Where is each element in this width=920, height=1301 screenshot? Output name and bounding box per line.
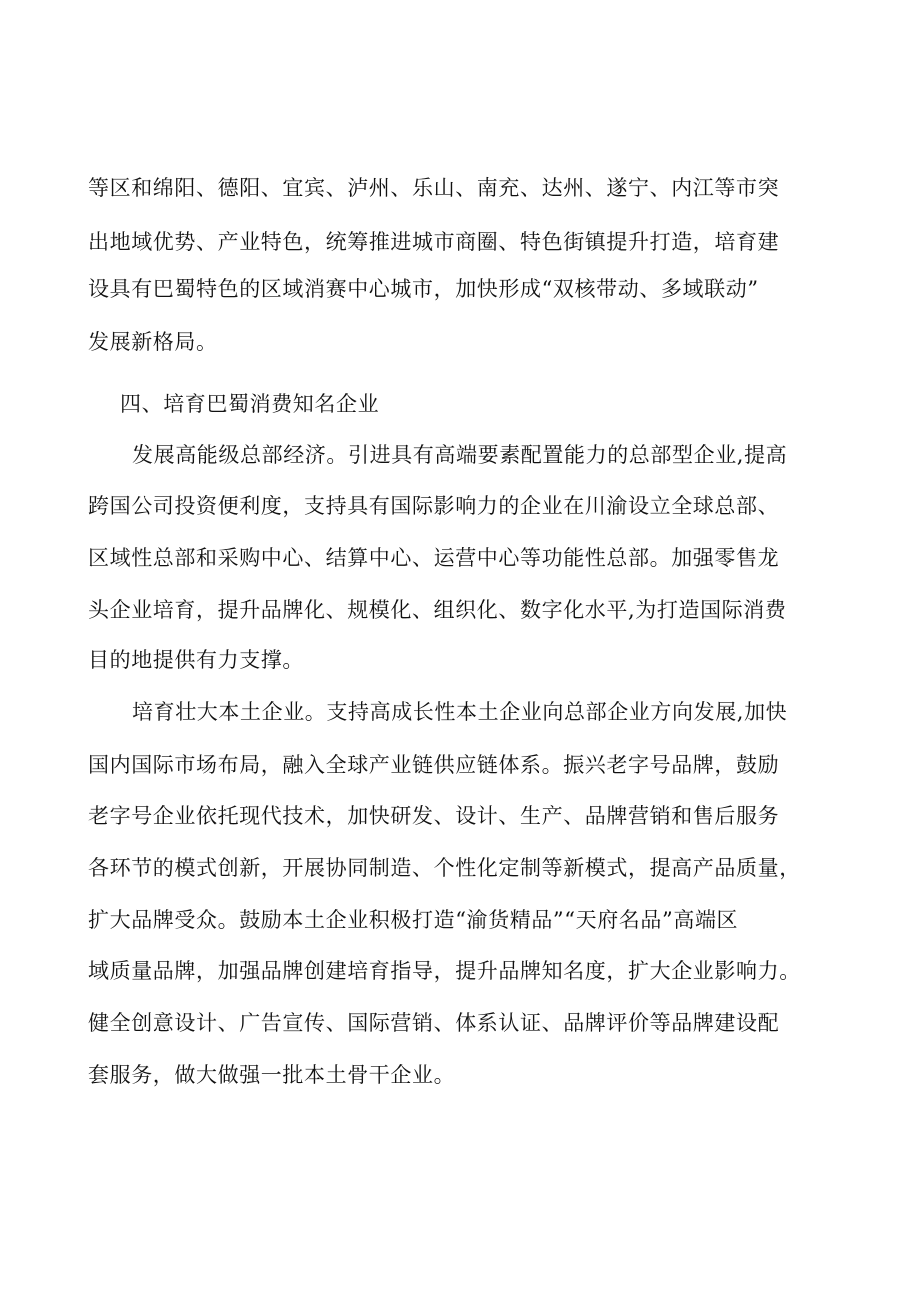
text-line: 老字号企业依托现代技术，加快研发、设计、生产、品牌营销和售后服务 [88,804,780,828]
text-line: 发展新格局。 [88,330,218,354]
section-heading: 四、培育巴蜀消费知名企业 [120,392,380,416]
text-line: 目的地提供有力支撑。 [88,648,304,672]
text-line: 国内国际市场布局，融入全球产业链供应链体系。振兴老字号品牌，鼓励 [88,753,780,777]
text-line: 区域性总部和采购中心、结算中心、运营中心等功能性总部。加强零售龙 [88,546,780,570]
text-line: 健全创意设计、广告宣传、国际营销、体系认证、品牌评价等品牌建设配 [88,1011,780,1035]
text-line: 各环节的模式创新，开展协同制造、个性化定制等新模式，提高产品质量， [88,856,801,880]
text-line: 出地域优势、产业特色，统筹推进城市商圈、特色街镇提升打造，培育建 [88,230,780,254]
text-line: 套服务，做大做强一批本土骨干企业。 [88,1063,456,1087]
text-line: 跨国公司投资便利度，支持具有国际影响力的企业在川渝设立全球总部、 [88,494,780,518]
text-line: 培育壮大本土企业。支持高成长性本土企业向总部企业方向发展,加快 [132,700,788,724]
text-line: 发展高能级总部经济。引进具有高端要素配置能力的总部型企业,提高 [132,443,788,467]
text-line: 扩大品牌受众。鼓励本土企业积极打造“渝货精品”“天府名品”高端区 [88,908,739,932]
text-line: 等区和绵阳、德阳、宜宾、泸州、乐山、南充、达州、遂宁、内江等市突 [88,176,780,200]
text-line: 域质量品牌，加强品牌创建培育指导，提升品牌知名度，扩大企业影响力。 [88,959,801,983]
text-line: 设具有巴蜀特色的区域消赛中心城市，加快形成“双核带动、多域联动” [88,277,759,301]
text-line: 头企业培育，提升品牌化、规模化、组织化、数字化水平,为打造国际消费 [88,598,787,622]
